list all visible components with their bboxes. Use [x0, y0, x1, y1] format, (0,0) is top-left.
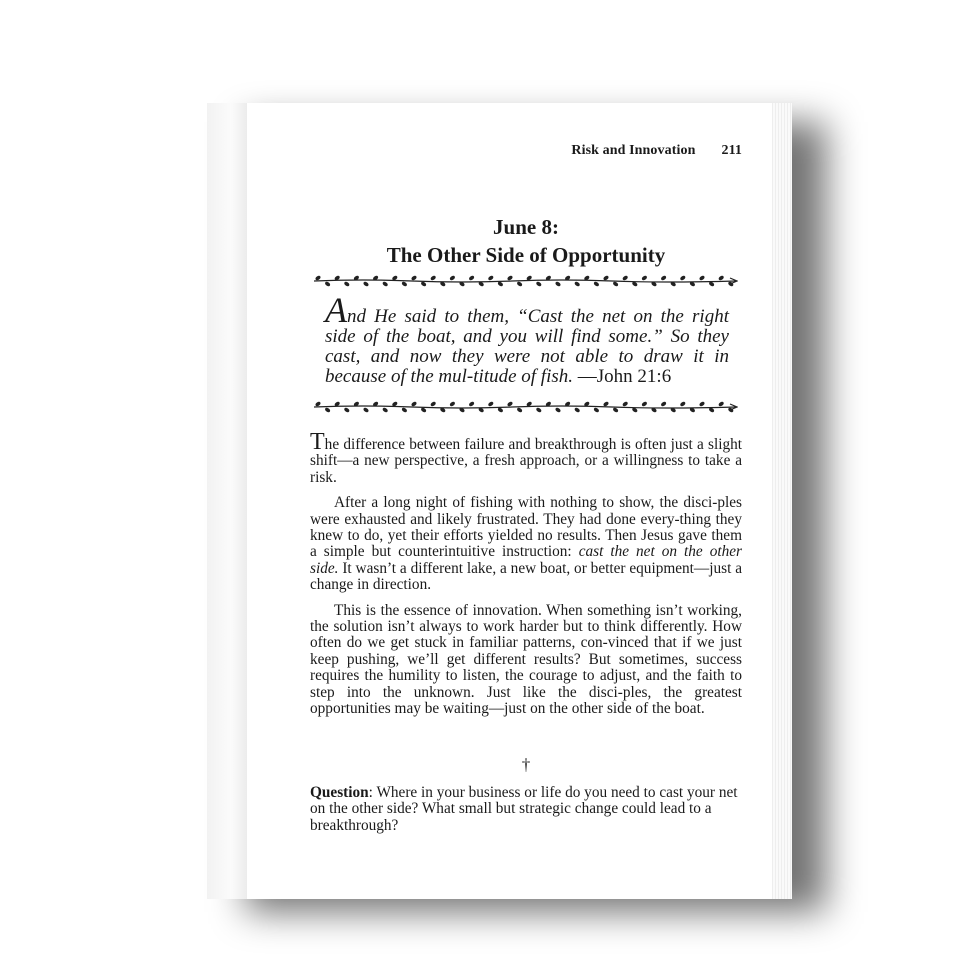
paragraph-1: [310, 429, 742, 486]
vine-leaf: [363, 408, 368, 413]
vine-leaf: [402, 282, 407, 287]
vine-leaf: [536, 282, 541, 287]
vine-ornament-top: [312, 275, 738, 287]
vine-leaf: [411, 402, 416, 407]
vine-leaf: [613, 408, 618, 413]
vine-leaf: [431, 402, 436, 407]
book-spine-edge: [207, 103, 247, 899]
paragraph-2-text-b: It wasn’t a different lake, a new boat, or better equipment—just a change in direction.: [310, 559, 742, 594]
vine-leaf: [392, 402, 397, 407]
vine-leaf: [575, 408, 580, 413]
vine-leaf: [344, 408, 349, 413]
heading-title: The Other Side of Opportunity: [386, 243, 666, 267]
paragraph-3-text: This is the essence of innovation. When something isn’t working, the solution isn’t always to work harder but to think differently. How often do we get stuck in familiar patterns, con-vinced that if we just keep pushing, we’ll get different results? But sometimes, success requires the humility to listen, the courage to adjust, and the faith to step into the unknown. Just like the disci-ples, the greatest opportunities may be waiting—just on the other side of the boat.: [310, 601, 742, 718]
vine-leaf: [594, 408, 599, 413]
vine-leaf: [642, 402, 647, 407]
vine-leaf: [527, 276, 532, 281]
reflection-question: [310, 785, 742, 834]
vine-leaf: [536, 408, 541, 413]
vine-leaf: [450, 276, 455, 281]
vine-leaf: [719, 276, 724, 281]
epigraph-dropcap: A: [325, 290, 347, 330]
vine-leaf: [344, 282, 349, 287]
vine-leaf: [363, 282, 368, 287]
vine-leaf: [517, 408, 522, 413]
vine-leaf: [584, 402, 589, 407]
vine-leaf: [632, 408, 637, 413]
devotional-heading: [310, 213, 742, 269]
vine-leaf: [680, 402, 685, 407]
vine-leaf: [575, 282, 580, 287]
vine-leaf: [392, 276, 397, 281]
vine-leaf: [584, 276, 589, 281]
vine-leaf: [555, 408, 560, 413]
vine-leaf: [680, 276, 685, 281]
paragraph-3: [310, 603, 742, 718]
vine-leaf: [709, 408, 714, 413]
running-head-title: Risk and Innovation: [571, 143, 696, 158]
vine-leaf: [498, 408, 503, 413]
vine-leaf: [623, 276, 628, 281]
vine-leaf: [488, 276, 493, 281]
vine-leaf: [613, 282, 618, 287]
paragraph-2-emphasis: cast the net on the other side.: [310, 543, 742, 577]
vine-leaf: [402, 408, 407, 413]
page-number: 211: [721, 143, 742, 158]
vine-leaf: [507, 402, 512, 407]
vine-leaf: [431, 276, 436, 281]
paragraph-2: [310, 495, 742, 593]
vine-leaf: [699, 276, 704, 281]
vine-leaf: [421, 408, 426, 413]
paragraph-1-text: he difference between failure and breakthrough is often just a slight shift—a new perspective, a fresh approach, or a willingness to take a risk.: [310, 436, 742, 486]
heading-date: June 8:: [493, 215, 559, 239]
vine-leaf: [555, 282, 560, 287]
cross-separator: †: [521, 755, 531, 774]
vine-leaf: [642, 276, 647, 281]
vine-ornament-bottom: [312, 401, 738, 413]
vine-leaf: [335, 276, 340, 281]
vine-leaf: [661, 402, 666, 407]
vine-leaf: [488, 402, 493, 407]
vine-leaf: [335, 402, 340, 407]
vine-leaf: [315, 276, 320, 281]
vine-leaf: [411, 276, 416, 281]
vine-leaf: [623, 402, 628, 407]
vine-leaf: [527, 402, 532, 407]
vine-leaf: [517, 282, 522, 287]
paragraph-1-cap: T: [310, 429, 325, 455]
question-text: : Where in your business or life do you need to cast your net on the other side? What small but strategic change could lead to a breakthrough?: [310, 784, 738, 834]
vine-leaf: [699, 402, 704, 407]
vine-leaf: [383, 282, 388, 287]
vine-leaf: [421, 282, 426, 287]
vine-leaf: [603, 276, 608, 281]
running-head: [310, 143, 742, 159]
vine-leaf: [469, 276, 474, 281]
vine-leaf: [661, 276, 666, 281]
book-page-edges: [770, 103, 792, 899]
vine-leaf: [507, 276, 512, 281]
vine-leaf: [709, 282, 714, 287]
vine-leaf: [594, 282, 599, 287]
vine-leaf: [383, 408, 388, 413]
vine-leaf: [450, 402, 455, 407]
epigraph-text: nd He said to them, “Cast the net on the right side of the boat, and you will find some.” So they cast, and now they were not able to draw it in because of the mul-titude of fish.: [325, 306, 729, 387]
epigraph-reference: —John 21:6: [577, 366, 672, 387]
vine-leaf: [632, 282, 637, 287]
vine-leaf: [315, 402, 320, 407]
vine-leaf: [325, 408, 330, 413]
vine-leaf: [325, 282, 330, 287]
devotional-body: [310, 429, 742, 727]
vine-leaf: [719, 402, 724, 407]
scripture-epigraph: [325, 290, 729, 387]
vine-leaf: [498, 282, 503, 287]
paragraph-2-text-a: After a long night of fishing with nothing to show, the disci-ples were exhausted and likely frustrated. They had done every-thing they knew to do, yet their efforts yielded no results. Then Jesus gave them a simple but counterintuitive instruction:: [310, 494, 742, 561]
vine-leaf: [603, 402, 608, 407]
question-label: Question: [310, 784, 369, 801]
vine-leaf: [469, 402, 474, 407]
